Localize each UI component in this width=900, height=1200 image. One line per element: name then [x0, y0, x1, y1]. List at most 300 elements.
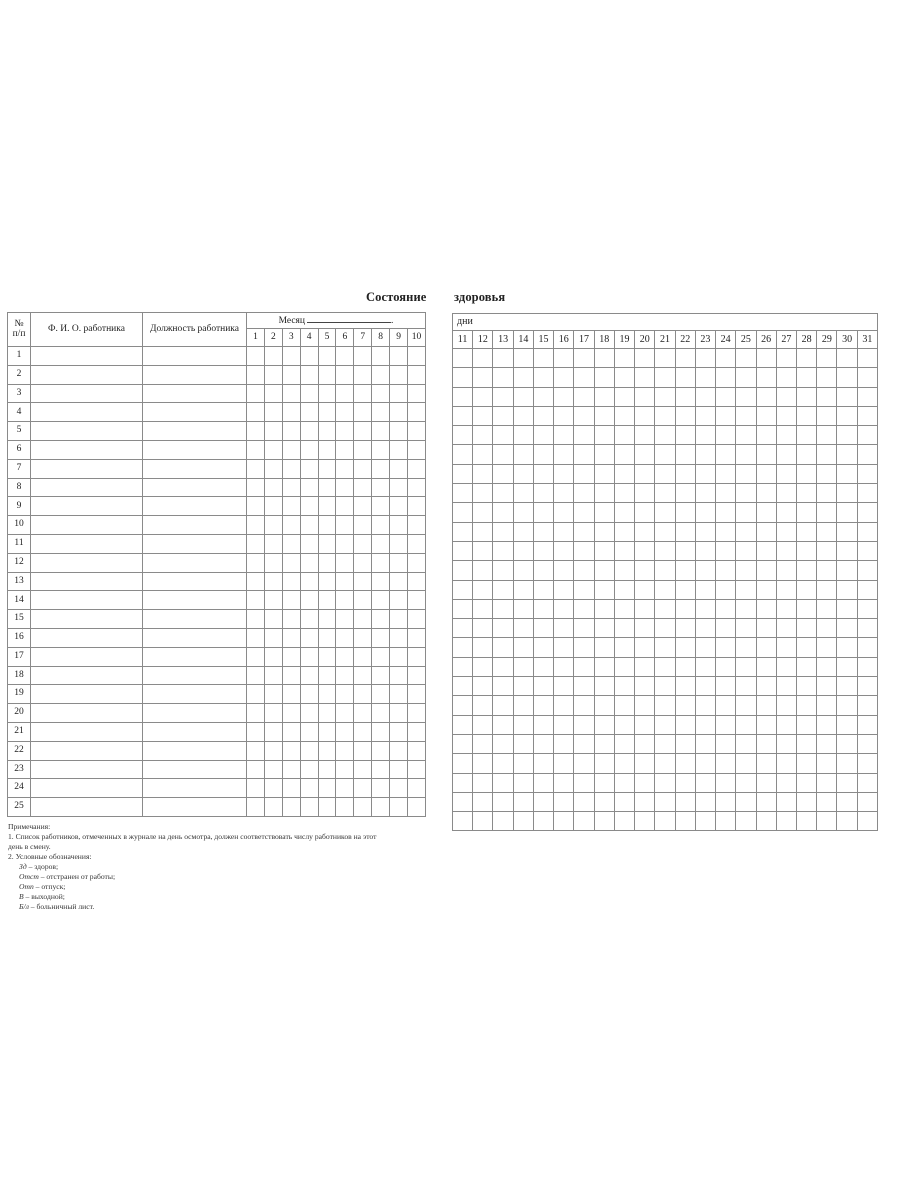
day-cell[interactable]: [513, 619, 533, 638]
day-cell[interactable]: [318, 459, 336, 478]
day-cell[interactable]: [837, 773, 857, 792]
day-cell[interactable]: [594, 677, 614, 696]
day-cell[interactable]: [594, 715, 614, 734]
day-cell[interactable]: [817, 464, 837, 483]
day-cell[interactable]: [390, 741, 408, 760]
day-cell[interactable]: [796, 426, 816, 445]
name-cell[interactable]: [31, 685, 143, 704]
day-cell[interactable]: [594, 406, 614, 425]
day-cell[interactable]: [817, 580, 837, 599]
day-cell[interactable]: [857, 464, 877, 483]
day-cell[interactable]: [300, 422, 318, 441]
day-cell[interactable]: [513, 715, 533, 734]
day-cell[interactable]: [796, 503, 816, 522]
day-cell[interactable]: [837, 522, 857, 541]
day-cell[interactable]: [716, 387, 736, 406]
day-cell[interactable]: [247, 779, 265, 798]
day-cell[interactable]: [756, 792, 776, 811]
day-cell[interactable]: [336, 685, 354, 704]
day-cell[interactable]: [282, 516, 300, 535]
day-cell[interactable]: [817, 773, 837, 792]
day-cell[interactable]: [318, 685, 336, 704]
day-cell[interactable]: [817, 657, 837, 676]
day-cell[interactable]: [614, 812, 634, 831]
day-cell[interactable]: [716, 406, 736, 425]
day-cell[interactable]: [554, 619, 574, 638]
day-cell[interactable]: [300, 685, 318, 704]
day-cell[interactable]: [614, 580, 634, 599]
day-cell[interactable]: [695, 426, 715, 445]
day-cell[interactable]: [408, 534, 426, 553]
day-cell[interactable]: [675, 484, 695, 503]
day-cell[interactable]: [533, 599, 553, 618]
day-cell[interactable]: [837, 349, 857, 368]
day-cell[interactable]: [796, 484, 816, 503]
day-cell[interactable]: [736, 677, 756, 696]
name-cell[interactable]: [31, 779, 143, 798]
day-cell[interactable]: [776, 754, 796, 773]
day-cell[interactable]: [408, 440, 426, 459]
day-cell[interactable]: [453, 657, 473, 676]
day-cell[interactable]: [716, 484, 736, 503]
day-cell[interactable]: [655, 734, 675, 753]
day-cell[interactable]: [336, 422, 354, 441]
day-cell[interactable]: [756, 773, 776, 792]
day-cell[interactable]: [513, 522, 533, 541]
day-cell[interactable]: [655, 484, 675, 503]
day-cell[interactable]: [695, 464, 715, 483]
day-cell[interactable]: [318, 440, 336, 459]
day-cell[interactable]: [796, 599, 816, 618]
day-cell[interactable]: [716, 445, 736, 464]
day-cell[interactable]: [318, 798, 336, 817]
day-cell[interactable]: [736, 406, 756, 425]
day-cell[interactable]: [408, 347, 426, 366]
day-cell[interactable]: [736, 445, 756, 464]
day-cell[interactable]: [513, 773, 533, 792]
day-cell[interactable]: [635, 754, 655, 773]
day-cell[interactable]: [247, 534, 265, 553]
day-cell[interactable]: [300, 628, 318, 647]
day-cell[interactable]: [282, 610, 300, 629]
day-cell[interactable]: [857, 677, 877, 696]
day-cell[interactable]: [264, 760, 282, 779]
day-cell[interactable]: [513, 464, 533, 483]
day-cell[interactable]: [756, 387, 776, 406]
day-cell[interactable]: [372, 741, 390, 760]
day-cell[interactable]: [554, 792, 574, 811]
day-cell[interactable]: [473, 619, 493, 638]
day-cell[interactable]: [716, 464, 736, 483]
day-cell[interactable]: [655, 541, 675, 560]
name-cell[interactable]: [31, 403, 143, 422]
day-cell[interactable]: [493, 792, 513, 811]
day-cell[interactable]: [533, 503, 553, 522]
day-cell[interactable]: [247, 628, 265, 647]
day-cell[interactable]: [282, 722, 300, 741]
day-cell[interactable]: [574, 426, 594, 445]
day-cell[interactable]: [594, 464, 614, 483]
day-cell[interactable]: [675, 368, 695, 387]
name-cell[interactable]: [31, 422, 143, 441]
day-cell[interactable]: [675, 561, 695, 580]
day-cell[interactable]: [372, 403, 390, 422]
day-cell[interactable]: [776, 773, 796, 792]
day-cell[interactable]: [837, 715, 857, 734]
day-cell[interactable]: [574, 406, 594, 425]
day-cell[interactable]: [493, 522, 513, 541]
day-cell[interactable]: [695, 696, 715, 715]
day-cell[interactable]: [776, 657, 796, 676]
day-cell[interactable]: [554, 715, 574, 734]
day-cell[interactable]: [513, 426, 533, 445]
day-cell[interactable]: [695, 677, 715, 696]
day-cell[interactable]: [408, 572, 426, 591]
day-cell[interactable]: [736, 503, 756, 522]
day-cell[interactable]: [857, 657, 877, 676]
day-cell[interactable]: [513, 406, 533, 425]
day-cell[interactable]: [574, 754, 594, 773]
day-cell[interactable]: [736, 368, 756, 387]
day-cell[interactable]: [300, 553, 318, 572]
day-cell[interactable]: [756, 561, 776, 580]
day-cell[interactable]: [614, 792, 634, 811]
day-cell[interactable]: [695, 406, 715, 425]
day-cell[interactable]: [635, 522, 655, 541]
day-cell[interactable]: [247, 798, 265, 817]
day-cell[interactable]: [318, 553, 336, 572]
day-cell[interactable]: [473, 677, 493, 696]
day-cell[interactable]: [408, 704, 426, 723]
day-cell[interactable]: [247, 497, 265, 516]
day-cell[interactable]: [453, 387, 473, 406]
day-cell[interactable]: [554, 638, 574, 657]
day-cell[interactable]: [247, 553, 265, 572]
day-cell[interactable]: [736, 812, 756, 831]
day-cell[interactable]: [264, 403, 282, 422]
day-cell[interactable]: [776, 368, 796, 387]
day-cell[interactable]: [354, 384, 372, 403]
position-cell[interactable]: [143, 572, 247, 591]
day-cell[interactable]: [473, 812, 493, 831]
day-cell[interactable]: [614, 541, 634, 560]
day-cell[interactable]: [817, 503, 837, 522]
day-cell[interactable]: [635, 541, 655, 560]
day-cell[interactable]: [614, 657, 634, 676]
day-cell[interactable]: [408, 628, 426, 647]
day-cell[interactable]: [756, 657, 776, 676]
day-cell[interactable]: [796, 638, 816, 657]
position-cell[interactable]: [143, 478, 247, 497]
position-cell[interactable]: [143, 534, 247, 553]
position-cell[interactable]: [143, 422, 247, 441]
day-cell[interactable]: [574, 773, 594, 792]
position-cell[interactable]: [143, 741, 247, 760]
day-cell[interactable]: [513, 445, 533, 464]
day-cell[interactable]: [247, 704, 265, 723]
day-cell[interactable]: [513, 638, 533, 657]
day-cell[interactable]: [736, 522, 756, 541]
day-cell[interactable]: [635, 812, 655, 831]
day-cell[interactable]: [655, 445, 675, 464]
day-cell[interactable]: [318, 347, 336, 366]
day-cell[interactable]: [473, 522, 493, 541]
day-cell[interactable]: [282, 779, 300, 798]
day-cell[interactable]: [513, 580, 533, 599]
day-cell[interactable]: [372, 647, 390, 666]
day-cell[interactable]: [675, 464, 695, 483]
day-cell[interactable]: [390, 572, 408, 591]
day-cell[interactable]: [336, 647, 354, 666]
day-cell[interactable]: [594, 792, 614, 811]
day-cell[interactable]: [300, 722, 318, 741]
day-cell[interactable]: [390, 685, 408, 704]
day-cell[interactable]: [513, 754, 533, 773]
day-cell[interactable]: [336, 591, 354, 610]
day-cell[interactable]: [354, 497, 372, 516]
day-cell[interactable]: [493, 349, 513, 368]
day-cell[interactable]: [453, 464, 473, 483]
day-cell[interactable]: [390, 403, 408, 422]
day-cell[interactable]: [408, 666, 426, 685]
day-cell[interactable]: [716, 792, 736, 811]
day-cell[interactable]: [614, 426, 634, 445]
day-cell[interactable]: [247, 478, 265, 497]
day-cell[interactable]: [264, 534, 282, 553]
day-cell[interactable]: [336, 534, 354, 553]
day-cell[interactable]: [354, 365, 372, 384]
day-cell[interactable]: [372, 722, 390, 741]
day-cell[interactable]: [776, 484, 796, 503]
day-cell[interactable]: [655, 368, 675, 387]
day-cell[interactable]: [408, 553, 426, 572]
day-cell[interactable]: [574, 619, 594, 638]
day-cell[interactable]: [390, 384, 408, 403]
day-cell[interactable]: [614, 368, 634, 387]
day-cell[interactable]: [695, 541, 715, 560]
day-cell[interactable]: [736, 387, 756, 406]
day-cell[interactable]: [716, 599, 736, 618]
day-cell[interactable]: [473, 387, 493, 406]
name-cell[interactable]: [31, 553, 143, 572]
day-cell[interactable]: [533, 812, 553, 831]
day-cell[interactable]: [635, 657, 655, 676]
day-cell[interactable]: [533, 426, 553, 445]
day-cell[interactable]: [247, 365, 265, 384]
day-cell[interactable]: [264, 347, 282, 366]
day-cell[interactable]: [655, 387, 675, 406]
day-cell[interactable]: [372, 347, 390, 366]
day-cell[interactable]: [796, 657, 816, 676]
day-cell[interactable]: [336, 628, 354, 647]
day-cell[interactable]: [318, 610, 336, 629]
day-cell[interactable]: [264, 497, 282, 516]
day-cell[interactable]: [817, 426, 837, 445]
day-cell[interactable]: [574, 541, 594, 560]
day-cell[interactable]: [318, 478, 336, 497]
day-cell[interactable]: [796, 734, 816, 753]
day-cell[interactable]: [857, 580, 877, 599]
day-cell[interactable]: [493, 677, 513, 696]
position-cell[interactable]: [143, 553, 247, 572]
day-cell[interactable]: [675, 677, 695, 696]
day-cell[interactable]: [817, 812, 837, 831]
day-cell[interactable]: [675, 657, 695, 676]
day-cell[interactable]: [453, 484, 473, 503]
name-cell[interactable]: [31, 591, 143, 610]
day-cell[interactable]: [857, 696, 877, 715]
day-cell[interactable]: [574, 445, 594, 464]
day-cell[interactable]: [716, 734, 736, 753]
day-cell[interactable]: [594, 619, 614, 638]
day-cell[interactable]: [756, 580, 776, 599]
day-cell[interactable]: [473, 484, 493, 503]
day-cell[interactable]: [837, 754, 857, 773]
position-cell[interactable]: [143, 685, 247, 704]
day-cell[interactable]: [493, 696, 513, 715]
day-cell[interactable]: [282, 666, 300, 685]
name-cell[interactable]: [31, 741, 143, 760]
day-cell[interactable]: [614, 406, 634, 425]
day-cell[interactable]: [736, 657, 756, 676]
day-cell[interactable]: [473, 426, 493, 445]
day-cell[interactable]: [513, 561, 533, 580]
day-cell[interactable]: [247, 422, 265, 441]
day-cell[interactable]: [614, 484, 634, 503]
day-cell[interactable]: [614, 561, 634, 580]
day-cell[interactable]: [300, 347, 318, 366]
day-cell[interactable]: [318, 741, 336, 760]
day-cell[interactable]: [776, 406, 796, 425]
day-cell[interactable]: [282, 403, 300, 422]
day-cell[interactable]: [336, 384, 354, 403]
day-cell[interactable]: [453, 734, 473, 753]
day-cell[interactable]: [675, 773, 695, 792]
name-cell[interactable]: [31, 497, 143, 516]
day-cell[interactable]: [817, 541, 837, 560]
day-cell[interactable]: [318, 704, 336, 723]
day-cell[interactable]: [473, 657, 493, 676]
day-cell[interactable]: [533, 792, 553, 811]
day-cell[interactable]: [300, 440, 318, 459]
day-cell[interactable]: [857, 792, 877, 811]
day-cell[interactable]: [300, 403, 318, 422]
day-cell[interactable]: [614, 522, 634, 541]
day-cell[interactable]: [614, 503, 634, 522]
day-cell[interactable]: [756, 464, 776, 483]
name-cell[interactable]: [31, 347, 143, 366]
day-cell[interactable]: [554, 426, 574, 445]
day-cell[interactable]: [675, 387, 695, 406]
day-cell[interactable]: [264, 478, 282, 497]
day-cell[interactable]: [318, 534, 336, 553]
day-cell[interactable]: [264, 591, 282, 610]
day-cell[interactable]: [574, 657, 594, 676]
day-cell[interactable]: [336, 478, 354, 497]
day-cell[interactable]: [796, 464, 816, 483]
day-cell[interactable]: [354, 722, 372, 741]
day-cell[interactable]: [554, 580, 574, 599]
day-cell[interactable]: [796, 445, 816, 464]
day-cell[interactable]: [408, 384, 426, 403]
day-cell[interactable]: [554, 484, 574, 503]
day-cell[interactable]: [857, 812, 877, 831]
day-cell[interactable]: [837, 677, 857, 696]
day-cell[interactable]: [574, 696, 594, 715]
day-cell[interactable]: [736, 734, 756, 753]
day-cell[interactable]: [493, 599, 513, 618]
day-cell[interactable]: [716, 773, 736, 792]
day-cell[interactable]: [837, 426, 857, 445]
day-cell[interactable]: [655, 619, 675, 638]
day-cell[interactable]: [493, 445, 513, 464]
day-cell[interactable]: [736, 619, 756, 638]
day-cell[interactable]: [857, 503, 877, 522]
day-cell[interactable]: [247, 666, 265, 685]
name-cell[interactable]: [31, 704, 143, 723]
day-cell[interactable]: [247, 440, 265, 459]
day-cell[interactable]: [372, 459, 390, 478]
day-cell[interactable]: [300, 666, 318, 685]
day-cell[interactable]: [594, 387, 614, 406]
day-cell[interactable]: [655, 715, 675, 734]
day-cell[interactable]: [817, 638, 837, 657]
day-cell[interactable]: [736, 561, 756, 580]
name-cell[interactable]: [31, 534, 143, 553]
day-cell[interactable]: [264, 384, 282, 403]
day-cell[interactable]: [756, 599, 776, 618]
day-cell[interactable]: [247, 384, 265, 403]
day-cell[interactable]: [282, 384, 300, 403]
day-cell[interactable]: [554, 812, 574, 831]
day-cell[interactable]: [390, 516, 408, 535]
day-cell[interactable]: [282, 628, 300, 647]
day-cell[interactable]: [554, 677, 574, 696]
day-cell[interactable]: [817, 599, 837, 618]
name-cell[interactable]: [31, 666, 143, 685]
day-cell[interactable]: [756, 522, 776, 541]
day-cell[interactable]: [716, 522, 736, 541]
day-cell[interactable]: [493, 541, 513, 560]
day-cell[interactable]: [675, 812, 695, 831]
position-cell[interactable]: [143, 459, 247, 478]
day-cell[interactable]: [513, 696, 533, 715]
day-cell[interactable]: [776, 387, 796, 406]
day-cell[interactable]: [282, 553, 300, 572]
day-cell[interactable]: [655, 561, 675, 580]
day-cell[interactable]: [837, 368, 857, 387]
day-cell[interactable]: [736, 773, 756, 792]
day-cell[interactable]: [554, 349, 574, 368]
position-cell[interactable]: [143, 666, 247, 685]
day-cell[interactable]: [594, 638, 614, 657]
day-cell[interactable]: [796, 406, 816, 425]
day-cell[interactable]: [264, 365, 282, 384]
day-cell[interactable]: [372, 440, 390, 459]
day-cell[interactable]: [574, 503, 594, 522]
day-cell[interactable]: [336, 610, 354, 629]
day-cell[interactable]: [473, 773, 493, 792]
day-cell[interactable]: [473, 638, 493, 657]
day-cell[interactable]: [336, 704, 354, 723]
day-cell[interactable]: [736, 426, 756, 445]
day-cell[interactable]: [390, 760, 408, 779]
day-cell[interactable]: [318, 628, 336, 647]
day-cell[interactable]: [282, 647, 300, 666]
day-cell[interactable]: [264, 459, 282, 478]
day-cell[interactable]: [614, 715, 634, 734]
day-cell[interactable]: [372, 553, 390, 572]
